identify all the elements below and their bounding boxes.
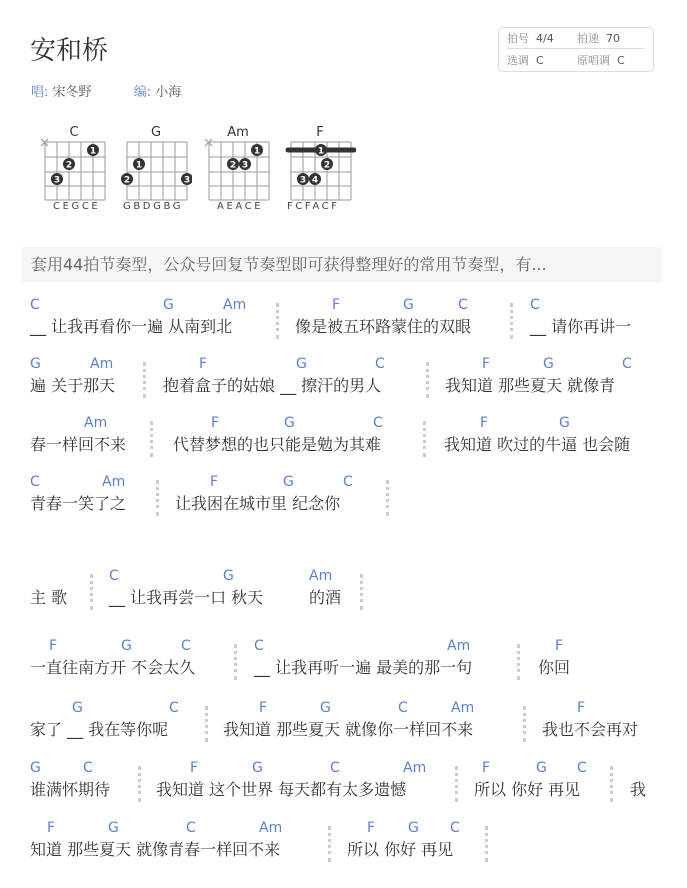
lyric-text: __ 让我再尝一口 秋天 (109, 588, 264, 607)
chord-label: Am (84, 415, 108, 431)
lyric-text: 我 (630, 780, 647, 799)
chord-label: F (480, 415, 489, 431)
chord-notes: CEGCE (53, 201, 101, 212)
lyric-text: 所以 你好 再见 (474, 780, 581, 799)
bar-divider (426, 362, 429, 398)
chord-label: C (375, 356, 385, 372)
chord-label: F (211, 415, 220, 431)
chord-label: G (121, 638, 132, 654)
chord-label: G (284, 415, 295, 431)
bar-divider (510, 303, 513, 339)
bar-divider (150, 421, 153, 457)
chord-label: C (30, 297, 40, 313)
chord-label: G (252, 760, 263, 776)
chord-label: F (49, 638, 58, 654)
lyric-text: 春一样回不来 (30, 435, 127, 454)
lyric-text: 让我困在城市里 纪念你 (175, 494, 341, 513)
chord-label: G (163, 297, 174, 313)
chord-diagram-g[interactable] (120, 125, 192, 215)
bar-divider (143, 362, 146, 398)
chord-name: C (69, 125, 79, 140)
lyric-text: 知道 那些夏天 就像青春一样回不来 (30, 840, 281, 859)
chord-notes: FCFACF (287, 201, 340, 212)
chord-label: G (72, 700, 83, 716)
song-title: 安和桥 (30, 36, 109, 66)
lyric-text: __ 请你再讲一 (530, 317, 632, 336)
chord-label: C (169, 700, 179, 716)
section-label: 主 歌 (30, 588, 68, 607)
lyric-text: 我知道 那些夏天 就像你一样回不来 (223, 720, 474, 739)
tempo-value: 70 (606, 32, 620, 45)
key-label: 选调 (507, 54, 529, 67)
bar-divider (386, 480, 389, 516)
chord-label: C (530, 297, 540, 313)
chord-label: G (320, 700, 331, 716)
chord-label: Am (90, 356, 114, 372)
bar-divider (423, 421, 426, 457)
svg-text:1: 1 (135, 160, 143, 171)
lyric-text: 我也不会再对 (542, 720, 639, 739)
chord-label: C (186, 820, 196, 836)
lyric-text: __ 让我再看你一遍 从南到北 (30, 317, 233, 336)
chord-label: G (403, 297, 414, 313)
fretboard-f (284, 139, 356, 201)
singer-label: 唱: (31, 85, 49, 100)
info-row-2 (507, 51, 645, 71)
time-sig-value: 4/4 (536, 32, 554, 45)
chord-label: Am (102, 474, 126, 490)
chord-label: Am (451, 700, 475, 716)
bar-divider (360, 574, 363, 610)
chord-label: G (223, 568, 234, 584)
chord-label: C (83, 760, 93, 776)
fretboard-c (38, 139, 110, 201)
lyric-text: 一直往南方开 不会太久 (30, 658, 196, 677)
lyric-text: 我知道 这个世界 每天都有太多遗憾 (156, 780, 407, 799)
chord-label: C (373, 415, 383, 431)
chord-label: Am (259, 820, 283, 836)
orig-key-label: 原唱调 (577, 54, 610, 67)
chord-label: F (210, 474, 219, 490)
svg-text:2: 2 (123, 175, 131, 186)
lyric-text: 谁满怀期待 (30, 780, 111, 799)
lyric-text: 代替梦想的也只能是勉为其难 (173, 435, 382, 454)
arranger (134, 81, 182, 100)
chord-label: Am (223, 297, 247, 313)
chord-name: G (150, 125, 162, 140)
lyric-text: 我知道 那些夏天 就像青 (445, 376, 616, 395)
credits (31, 81, 219, 100)
chord-label: C (577, 760, 587, 776)
svg-text:3: 3 (183, 175, 191, 186)
singer-name[interactable]: 宋冬野 (52, 85, 92, 100)
chord-name: Am (227, 125, 249, 140)
chord-label: F (555, 638, 564, 654)
bar-divider (610, 766, 613, 802)
singer (31, 81, 92, 100)
chord-label: G (536, 760, 547, 776)
fretboard-am (202, 139, 274, 201)
bar-divider (328, 826, 331, 862)
bar-divider (156, 480, 159, 516)
chord-label: C (622, 356, 632, 372)
chord-notes: GBDGBG (123, 201, 184, 212)
chord-label: F (577, 700, 586, 716)
chord-label: F (190, 760, 199, 776)
chord-label: C (30, 474, 40, 490)
lyric-text: 的酒 (309, 588, 342, 607)
chord-label: F (482, 760, 491, 776)
bar-divider (234, 644, 237, 680)
bar-divider (523, 706, 526, 742)
chord-label: C (398, 700, 408, 716)
chord-label: Am (403, 760, 427, 776)
svg-text:2: 2 (323, 160, 331, 171)
bar-divider (205, 706, 208, 742)
chord-label: C (330, 760, 340, 776)
chord-label: F (482, 356, 491, 372)
chord-label: C (254, 638, 264, 654)
chord-label: C (458, 297, 468, 313)
bar-divider (276, 303, 279, 339)
tempo-label: 拍速 (577, 32, 599, 45)
svg-text:2: 2 (229, 160, 237, 171)
svg-text:4: 4 (311, 175, 319, 186)
chord-name: F (316, 125, 324, 140)
chord-label: C (109, 568, 119, 584)
chord-label: F (332, 297, 341, 313)
lyric-text: 家了 __ 我在等你呢 (30, 720, 169, 739)
chord-diagram-c[interactable] (38, 125, 110, 215)
svg-text:3: 3 (53, 175, 61, 186)
svg-text:3: 3 (241, 160, 249, 171)
chord-label: G (30, 760, 41, 776)
fretboard-g (120, 139, 192, 201)
chord-notes: AEACE (217, 201, 264, 212)
song-info-box (498, 27, 654, 72)
svg-text:1: 1 (317, 146, 325, 157)
arranger-label: 编: (133, 85, 152, 100)
bar-divider (485, 826, 488, 862)
chord-label: C (181, 638, 191, 654)
chord-label: C (450, 820, 460, 836)
lyric-text: 我知道 吹过的牛逼 也会随 (444, 435, 631, 454)
chord-label: G (283, 474, 294, 490)
bar-divider (138, 766, 141, 802)
chord-label: F (259, 700, 268, 716)
bar-divider (455, 766, 458, 802)
chord-label: Am (309, 568, 333, 584)
chord-label: G (108, 820, 119, 836)
svg-text:3: 3 (299, 175, 307, 186)
svg-text:1: 1 (253, 146, 261, 157)
chord-label: F (367, 820, 376, 836)
chord-label: G (559, 415, 570, 431)
bar-divider (517, 644, 520, 680)
chord-label: Am (447, 638, 471, 654)
chord-label: C (343, 474, 353, 490)
lyric-text: __ 让我再听一遍 最美的那一句 (254, 658, 473, 677)
chord-label: F (47, 820, 56, 836)
chord-diagram-am[interactable] (202, 125, 274, 215)
info-row-1 (507, 29, 645, 49)
lyric-text: 所以 你好 再见 (347, 840, 454, 859)
lyric-text: 你回 (538, 658, 571, 677)
strumming-notice[interactable]: 套用44拍节奏型，公众号回复节奏型即可获得整理好的常用节奏型，有... (22, 247, 662, 282)
chord-label: G (543, 356, 554, 372)
key-value[interactable]: C (536, 54, 544, 67)
arranger-name[interactable]: 小海 (155, 85, 182, 100)
chord-label: G (408, 820, 419, 836)
lyric-text: 抱着盒子的姑娘 __ 擦汗的男人 (163, 376, 382, 395)
bar-divider (90, 574, 93, 610)
lyric-text: 像是被五环路蒙住的双眼 (295, 317, 472, 336)
chord-label: G (30, 356, 41, 372)
lyric-text: 遍 关于那天 (30, 376, 116, 395)
svg-text:1: 1 (89, 146, 97, 157)
chord-label: G (296, 356, 307, 372)
svg-text:2: 2 (65, 160, 73, 171)
chord-diagram-f[interactable] (284, 125, 356, 215)
time-sig-label: 拍号 (507, 32, 529, 45)
chord-label: F (199, 356, 208, 372)
lyric-text: 青春一笑了之 (30, 494, 127, 513)
orig-key-value: C (617, 54, 625, 67)
